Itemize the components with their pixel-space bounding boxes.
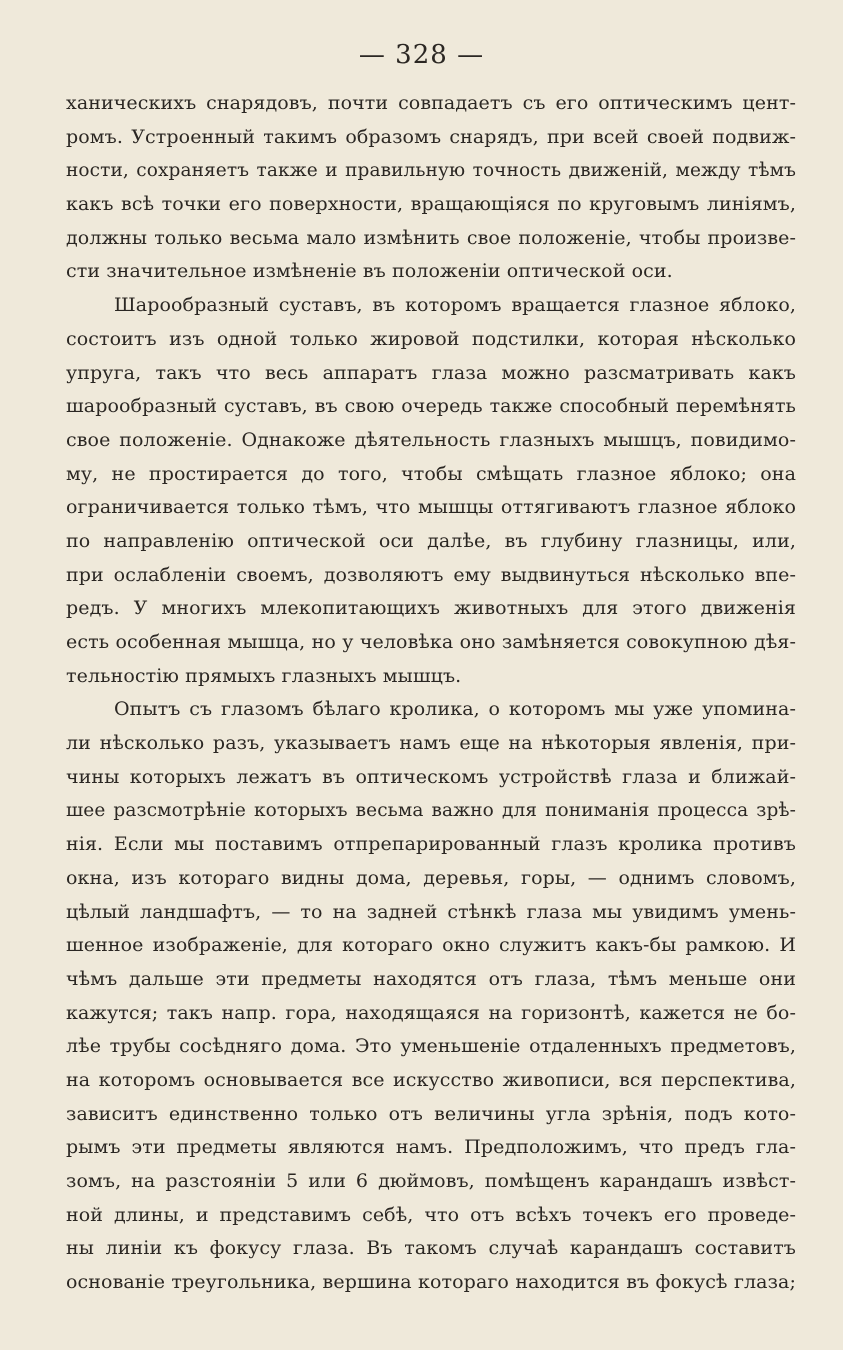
text-line: Опытъ съ глазомъ бѣлаго кролика, о которомъ мы уже упомина-: [114, 698, 796, 721]
text-line: упруга, такъ что весь аппаратъ глаза можно разсматривать какъ: [66, 361, 796, 384]
text-line: сти значительное измѣненіе въ положеніи оптической оси.: [66, 260, 673, 283]
text-line: по направленію оптической оси далѣе, въ глубину глазницы, или,: [66, 529, 796, 552]
text-line: ны линіи къ фокусу глаза. Въ такомъ случаѣ карандашъ составитъ: [66, 1237, 796, 1260]
text-line: чины которыхъ лежатъ въ оптическомъ устройствѣ глаза и ближай-: [66, 765, 796, 788]
text-line: ли нѣсколько разъ, указываетъ намъ еще на нѣкоторыя явленія, при-: [66, 732, 796, 755]
text-line: редъ. У многихъ млекопитающихъ животныхъ для этого движенія: [66, 597, 796, 620]
text-line: шарообразный суставъ, въ свою очередь также способный перемѣнять: [66, 395, 796, 418]
text-line: состоитъ изъ одной только жировой подстилки, которая нѣсколько: [66, 327, 796, 350]
text-line: есть особенная мышца, но у человѣка оно замѣняется совокупною дѣя-: [66, 631, 796, 653]
text-line: зомъ, на разстояніи 5 или 6 дюймовъ, помѣщенъ карандашъ извѣст-: [66, 1170, 796, 1192]
text-line: рымъ эти предметы являются намъ. Предположимъ, что предъ гла-: [66, 1136, 796, 1159]
text-line: ограничивается только тѣмъ, что мышцы оттягиваютъ глазное яблоко: [66, 496, 796, 519]
text-line: свое положеніе. Однакоже дѣятельность глазныхъ мышцъ, повидимо-: [66, 428, 796, 451]
text-line: Шарообразный суставъ, въ которомъ вращается глазное яблоко,: [114, 294, 796, 317]
text-line: ной длины, и представимъ себѣ, что отъ всѣхъ точекъ его проведе-: [66, 1203, 796, 1226]
text-line: на которомъ основывается все искусство живописи, вся перспектива,: [66, 1068, 796, 1091]
text-line: кажутся; такъ напр. гора, находящаяся на горизонтѣ, кажется не бо-: [66, 1001, 796, 1024]
text-line: при ослабленіи своемъ, дозволяютъ ему выдвинуться нѣсколько впе-: [66, 563, 796, 586]
text-line: цѣлый ландшафтъ, — то на задней стѣнкѣ глаза мы увидимъ умень-: [66, 900, 796, 923]
page-number: — 328 —: [358, 40, 485, 70]
text-line: должны только весьма мало измѣнить свое положеніе, чтобы произве-: [66, 226, 796, 249]
text-line: ханическихъ снарядовъ, почти совпадаетъ съ его оптическимъ цент-: [66, 92, 796, 114]
text-line: зависитъ единственно только отъ величины угла зрѣнія, подъ кото-: [66, 1102, 796, 1125]
text-line: окна, изъ котораго видны дома, деревья, горы, — однимъ словомъ,: [66, 866, 796, 889]
text-line: чѣмъ дальше эти предметы находятся отъ глаза, тѣмъ меньше они: [66, 967, 796, 990]
text-line: шее разсмотрѣніе которыхъ весьма важно для пониманія процесса зрѣ-: [66, 800, 796, 822]
body-text: [66, 87, 796, 1300]
text-line: лѣе трубы сосѣдняго дома. Это уменьшеніе отдаленныхъ предметовъ,: [66, 1035, 796, 1058]
text-line: му, не простирается до того, чтобы смѣщать глазное яблоко; она: [66, 462, 796, 485]
text-line: ности, сохраняетъ также и правильную точность движеній, между тѣмъ: [66, 160, 796, 182]
text-line: какъ всѣ точки его поверхности, вращающіяся по круговымъ линіямъ,: [66, 193, 796, 216]
text-line: ромъ. Устроенный такимъ образомъ снарядъ, при всей своей подвиж-: [66, 125, 796, 148]
text-line: тельностію прямыхъ глазныхъ мышцъ.: [66, 664, 462, 687]
text-line: основаніе треугольника, вершина котораго находится въ фокусѣ глаза;: [66, 1271, 796, 1294]
text-line: шенное изображеніе, для котораго окно служитъ какъ-бы рамкою. И: [66, 934, 796, 957]
text-line: нія. Если мы поставимъ отпрепарированный глазъ кролика противъ: [66, 833, 796, 856]
